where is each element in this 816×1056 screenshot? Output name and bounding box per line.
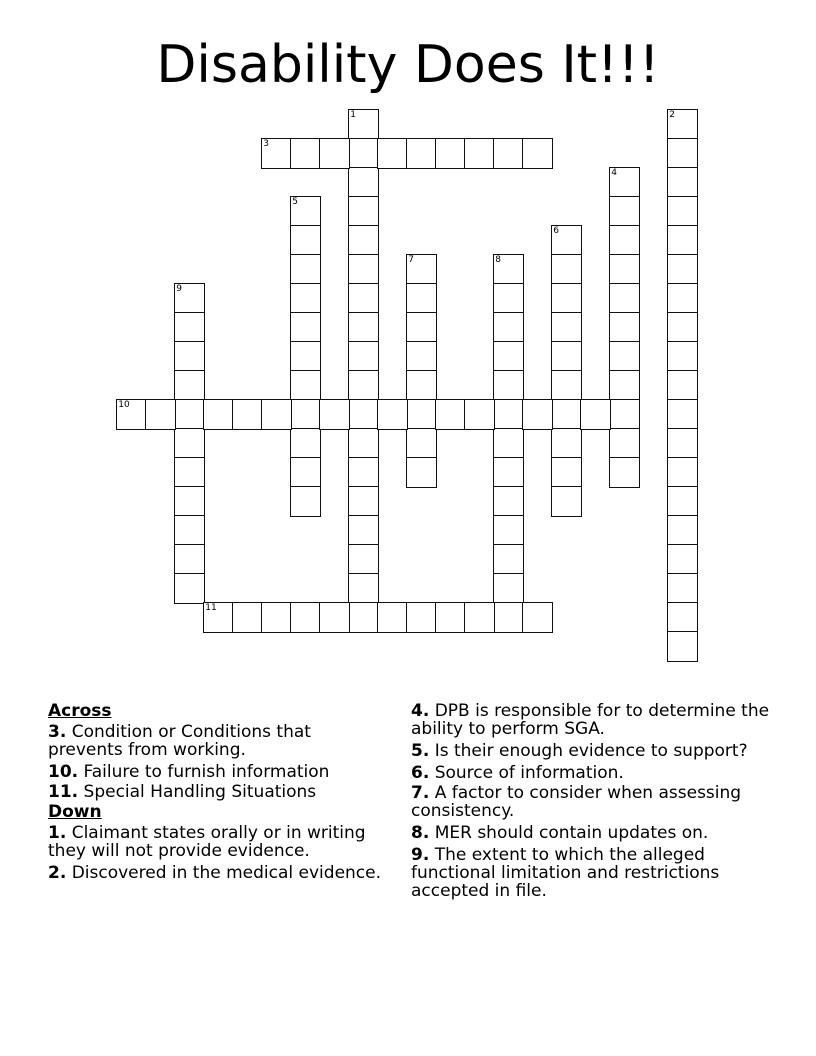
grid-cell[interactable] xyxy=(406,428,437,459)
clue-down-2 xyxy=(48,864,388,882)
grid-cell[interactable] xyxy=(174,515,205,546)
clue-across-3 xyxy=(48,723,388,759)
grid-cell[interactable] xyxy=(667,457,698,488)
grid-cell[interactable] xyxy=(406,254,437,285)
clue-number: 2. xyxy=(48,863,67,883)
grid-cell[interactable] xyxy=(290,486,321,517)
clue-down-7 xyxy=(411,784,781,820)
grid-cell[interactable] xyxy=(667,544,698,575)
clue-number: 7. xyxy=(411,783,430,803)
cell-number: 3 xyxy=(263,139,269,150)
grid-cell[interactable] xyxy=(667,428,698,459)
grid-cell[interactable] xyxy=(667,370,698,401)
clue-across-10 xyxy=(48,763,388,781)
cell-number: 9 xyxy=(176,284,182,295)
grid-cell[interactable] xyxy=(464,138,495,169)
grid-cell[interactable] xyxy=(609,312,640,343)
grid-cell[interactable] xyxy=(348,515,379,546)
clues-left-column xyxy=(48,700,388,886)
cell-number: 5 xyxy=(292,197,298,208)
clue-text: Claimant states orally or in writing they will not provide evidence. xyxy=(48,823,366,861)
grid-cell[interactable] xyxy=(406,370,437,401)
clue-down-1 xyxy=(48,824,388,860)
grid-cell[interactable] xyxy=(261,602,292,633)
grid-cell[interactable] xyxy=(232,399,263,430)
grid-cell[interactable] xyxy=(290,283,321,314)
grid-cell[interactable] xyxy=(522,602,553,633)
grid-cell[interactable] xyxy=(667,312,698,343)
grid-cell[interactable] xyxy=(551,457,582,488)
grid-cell[interactable] xyxy=(348,167,379,198)
grid-cell[interactable] xyxy=(406,138,437,169)
grid-cell[interactable] xyxy=(609,457,640,488)
clue-number: 9. xyxy=(411,845,430,865)
clue-number: 6. xyxy=(411,763,430,783)
grid-cell[interactable] xyxy=(667,631,698,662)
grid-cell[interactable] xyxy=(348,399,379,430)
grid-cell[interactable] xyxy=(667,167,698,198)
grid-cell[interactable] xyxy=(348,544,379,575)
grid-cell[interactable] xyxy=(493,399,524,430)
grid-cell[interactable] xyxy=(174,457,205,488)
grid-cell[interactable] xyxy=(319,399,350,430)
grid-cell[interactable] xyxy=(493,283,524,314)
grid-cell[interactable] xyxy=(348,602,379,633)
clue-number: 3. xyxy=(48,722,67,742)
grid-cell[interactable] xyxy=(551,399,582,430)
grid-cell[interactable] xyxy=(464,399,495,430)
cell-number: 8 xyxy=(495,255,501,266)
grid-cell[interactable] xyxy=(174,399,205,430)
grid-cell[interactable] xyxy=(377,138,408,169)
cell-number: 10 xyxy=(118,400,130,411)
grid-cell[interactable] xyxy=(290,225,321,256)
grid-cell[interactable] xyxy=(203,399,234,430)
grid-cell[interactable] xyxy=(377,399,408,430)
cell-number: 6 xyxy=(553,226,559,237)
grid-cell[interactable] xyxy=(609,196,640,227)
grid-cell[interactable] xyxy=(203,602,234,633)
grid-cell[interactable] xyxy=(319,602,350,633)
grid-cell[interactable] xyxy=(493,544,524,575)
grid-cell[interactable] xyxy=(609,167,640,198)
grid-cell[interactable] xyxy=(551,341,582,372)
clue-number: 4. xyxy=(411,701,430,721)
clue-text: Source of information. xyxy=(434,763,624,783)
grid-cell[interactable] xyxy=(232,602,263,633)
grid-cell[interactable] xyxy=(174,544,205,575)
grid-cell[interactable] xyxy=(290,457,321,488)
grid-cell[interactable] xyxy=(348,428,379,459)
grid-cell[interactable] xyxy=(348,225,379,256)
clue-number: 8. xyxy=(411,823,430,843)
grid-cell[interactable] xyxy=(174,283,205,314)
grid-cell[interactable] xyxy=(290,196,321,227)
grid-cell[interactable] xyxy=(406,602,437,633)
clue-number: 1. xyxy=(48,823,67,843)
grid-cell[interactable] xyxy=(580,399,611,430)
clue-text: Special Handling Situations xyxy=(83,782,317,802)
grid-cell[interactable] xyxy=(493,254,524,285)
grid-cell[interactable] xyxy=(406,312,437,343)
clue-down-5 xyxy=(411,742,781,760)
clue-number: 10. xyxy=(48,762,79,782)
across-heading: Across xyxy=(48,701,112,721)
clue-text: MER should contain updates on. xyxy=(434,823,709,843)
grid-cell[interactable] xyxy=(290,138,321,169)
clue-text: Failure to furnish information xyxy=(83,762,330,782)
grid-cell[interactable] xyxy=(667,341,698,372)
clue-down-9 xyxy=(411,846,781,900)
grid-cell[interactable] xyxy=(348,341,379,372)
grid-cell[interactable] xyxy=(290,341,321,372)
grid-cell[interactable] xyxy=(493,573,524,604)
grid-cell[interactable] xyxy=(174,370,205,401)
grid-cell[interactable] xyxy=(667,486,698,517)
grid-cell[interactable] xyxy=(290,428,321,459)
grid-cell[interactable] xyxy=(551,283,582,314)
clue-text: The extent to which the alleged functional limitation and restrictions accepted in file. xyxy=(411,845,720,901)
grid-cell[interactable] xyxy=(290,602,321,633)
clue-down-8 xyxy=(411,824,781,842)
grid-cell[interactable] xyxy=(174,312,205,343)
clue-text: Is their enough evidence to support? xyxy=(434,741,748,761)
down-heading: Down xyxy=(48,802,102,822)
grid-cell[interactable] xyxy=(609,341,640,372)
grid-cell[interactable] xyxy=(435,602,466,633)
grid-cell[interactable] xyxy=(290,254,321,285)
grid-cell[interactable] xyxy=(522,138,553,169)
grid-cell[interactable] xyxy=(406,341,437,372)
grid-cell[interactable] xyxy=(464,602,495,633)
grid-cell[interactable] xyxy=(290,370,321,401)
grid-cell[interactable] xyxy=(348,457,379,488)
grid-cell[interactable] xyxy=(348,370,379,401)
grid-cell[interactable] xyxy=(609,225,640,256)
grid-cell[interactable] xyxy=(348,109,379,140)
grid-cell[interactable] xyxy=(406,283,437,314)
grid-cell[interactable] xyxy=(609,254,640,285)
clue-down-6 xyxy=(411,764,781,782)
grid-cell[interactable] xyxy=(261,138,292,169)
grid-cell[interactable] xyxy=(493,457,524,488)
grid-cell[interactable] xyxy=(667,399,698,430)
grid-cell[interactable] xyxy=(261,399,292,430)
cell-number: 7 xyxy=(408,255,414,266)
grid-cell[interactable] xyxy=(667,138,698,169)
grid-cell[interactable] xyxy=(493,602,524,633)
grid-cell[interactable] xyxy=(348,283,379,314)
grid-cell[interactable] xyxy=(609,370,640,401)
grid-cell[interactable] xyxy=(551,254,582,285)
grid-cell[interactable] xyxy=(522,399,553,430)
grid-cell[interactable] xyxy=(667,109,698,140)
grid-cell[interactable] xyxy=(493,312,524,343)
grid-cell[interactable] xyxy=(493,428,524,459)
grid-cell[interactable] xyxy=(435,399,466,430)
grid-cell[interactable] xyxy=(667,254,698,285)
grid-cell[interactable] xyxy=(174,428,205,459)
clues-right-column xyxy=(411,702,781,904)
cell-number: 2 xyxy=(669,110,675,121)
grid-cell[interactable] xyxy=(667,225,698,256)
clue-text: A factor to consider when assessing consistency. xyxy=(411,783,742,821)
clue-down-4 xyxy=(411,702,781,738)
clue-number: 11. xyxy=(48,782,79,802)
grid-cell[interactable] xyxy=(174,573,205,604)
clue-text: Condition or Conditions that prevents from working. xyxy=(48,722,311,760)
grid-cell[interactable] xyxy=(435,138,466,169)
grid-cell[interactable] xyxy=(667,515,698,546)
grid-cell[interactable] xyxy=(319,138,350,169)
grid-cell[interactable] xyxy=(493,341,524,372)
puzzle-title: Disability Does It!!! xyxy=(156,35,660,95)
grid-cell[interactable] xyxy=(116,399,147,430)
grid-cell[interactable] xyxy=(609,399,640,430)
grid-cell[interactable] xyxy=(290,399,321,430)
grid-cell[interactable] xyxy=(348,196,379,227)
cell-number: 11 xyxy=(205,603,217,614)
grid-cell[interactable] xyxy=(406,457,437,488)
clue-across-11 xyxy=(48,783,388,801)
grid-cell[interactable] xyxy=(493,138,524,169)
grid-cell[interactable] xyxy=(667,602,698,633)
grid-cell[interactable] xyxy=(145,399,176,430)
grid-cell[interactable] xyxy=(493,486,524,517)
grid-cell[interactable] xyxy=(609,283,640,314)
grid-cell[interactable] xyxy=(551,428,582,459)
grid-cell[interactable] xyxy=(667,283,698,314)
grid-cell[interactable] xyxy=(348,254,379,285)
clue-number: 5. xyxy=(411,741,430,761)
clue-text: Discovered in the medical evidence. xyxy=(71,863,382,883)
grid-cell[interactable] xyxy=(551,312,582,343)
grid-cell[interactable] xyxy=(551,486,582,517)
grid-cell[interactable] xyxy=(551,225,582,256)
grid-cell[interactable] xyxy=(348,486,379,517)
grid-cell[interactable] xyxy=(609,428,640,459)
grid-cell[interactable] xyxy=(348,573,379,604)
grid-cell[interactable] xyxy=(174,486,205,517)
grid-cell[interactable] xyxy=(667,573,698,604)
grid-cell[interactable] xyxy=(348,138,379,169)
grid-cell[interactable] xyxy=(493,370,524,401)
grid-cell[interactable] xyxy=(551,370,582,401)
grid-cell[interactable] xyxy=(493,515,524,546)
grid-cell[interactable] xyxy=(377,602,408,633)
grid-cell[interactable] xyxy=(174,341,205,372)
cell-number: 1 xyxy=(350,110,356,121)
cell-number: 4 xyxy=(611,168,617,179)
grid-cell[interactable] xyxy=(290,312,321,343)
grid-cell[interactable] xyxy=(348,312,379,343)
grid-cell[interactable] xyxy=(406,399,437,430)
clue-text: DPB is responsible for to determine the ability to perform SGA. xyxy=(411,701,770,739)
grid-cell[interactable] xyxy=(667,196,698,227)
